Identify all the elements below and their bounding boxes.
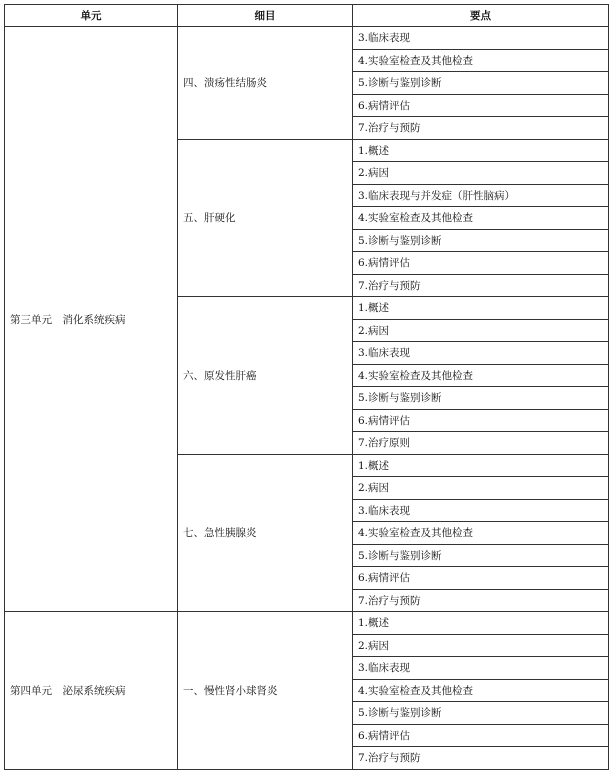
- point-cell: 7.治疗原则: [353, 432, 609, 455]
- point-cell: 5.诊断与鉴别诊断: [353, 387, 609, 410]
- topic-cell: 六、原发性肝癌: [178, 297, 353, 455]
- point-cell: 1.概述: [353, 297, 609, 320]
- syllabus-table: [4, 4, 609, 770]
- topic-cell: 七、急性胰腺炎: [178, 454, 353, 612]
- point-cell: 4.实验室检查及其他检查: [353, 522, 609, 545]
- point-cell: 4.实验室检查及其他检查: [353, 364, 609, 387]
- point-cell: 7.治疗与预防: [353, 589, 609, 612]
- syllabus-page: [4, 4, 609, 770]
- point-cell: 6.病情评估: [353, 94, 609, 117]
- point-cell: 2.病因: [353, 319, 609, 342]
- point-cell: 7.治疗与预防: [353, 274, 609, 297]
- point-cell: 3.临床表现: [353, 27, 609, 50]
- table-body: [5, 27, 609, 770]
- point-cell: 5.诊断与鉴别诊断: [353, 544, 609, 567]
- point-cell: 1.概述: [353, 454, 609, 477]
- topic-cell: 一、慢性肾小球肾炎: [178, 612, 353, 770]
- point-cell: 3.临床表现: [353, 657, 609, 680]
- point-cell: 6.病情评估: [353, 252, 609, 275]
- point-cell: 3.临床表现: [353, 499, 609, 522]
- point-cell: 5.诊断与鉴别诊断: [353, 702, 609, 725]
- point-cell: 4.实验室检查及其他检查: [353, 679, 609, 702]
- point-cell: 3.临床表现: [353, 342, 609, 365]
- table-row: [5, 27, 609, 50]
- point-cell: 7.治疗与预防: [353, 117, 609, 140]
- point-cell: 1.概述: [353, 139, 609, 162]
- point-cell: 1.概述: [353, 612, 609, 635]
- point-cell: 7.治疗与预防: [353, 747, 609, 770]
- header-unit: 单元: [5, 5, 178, 27]
- point-cell: 6.病情评估: [353, 567, 609, 590]
- header-points: 要点: [353, 5, 609, 27]
- point-cell: 2.病因: [353, 477, 609, 500]
- point-cell: 5.诊断与鉴别诊断: [353, 229, 609, 252]
- point-cell: 5.诊断与鉴别诊断: [353, 72, 609, 95]
- topic-cell: 五、肝硬化: [178, 139, 353, 297]
- point-cell: 3.临床表现与并发症（肝性脑病）: [353, 184, 609, 207]
- point-cell: 4.实验室检查及其他检查: [353, 207, 609, 230]
- header-row: [5, 5, 609, 27]
- point-cell: 4.实验室检查及其他检查: [353, 49, 609, 72]
- topic-cell: 四、溃疡性结肠炎: [178, 27, 353, 140]
- point-cell: 2.病因: [353, 634, 609, 657]
- header-item: 细目: [178, 5, 353, 27]
- table-row: [5, 612, 609, 635]
- point-cell: 6.病情评估: [353, 409, 609, 432]
- point-cell: 6.病情评估: [353, 724, 609, 747]
- unit-cell: 第三单元 消化系统疾病: [5, 27, 178, 612]
- point-cell: 2.病因: [353, 162, 609, 185]
- unit-cell: 第四单元 泌尿系统疾病: [5, 612, 178, 770]
